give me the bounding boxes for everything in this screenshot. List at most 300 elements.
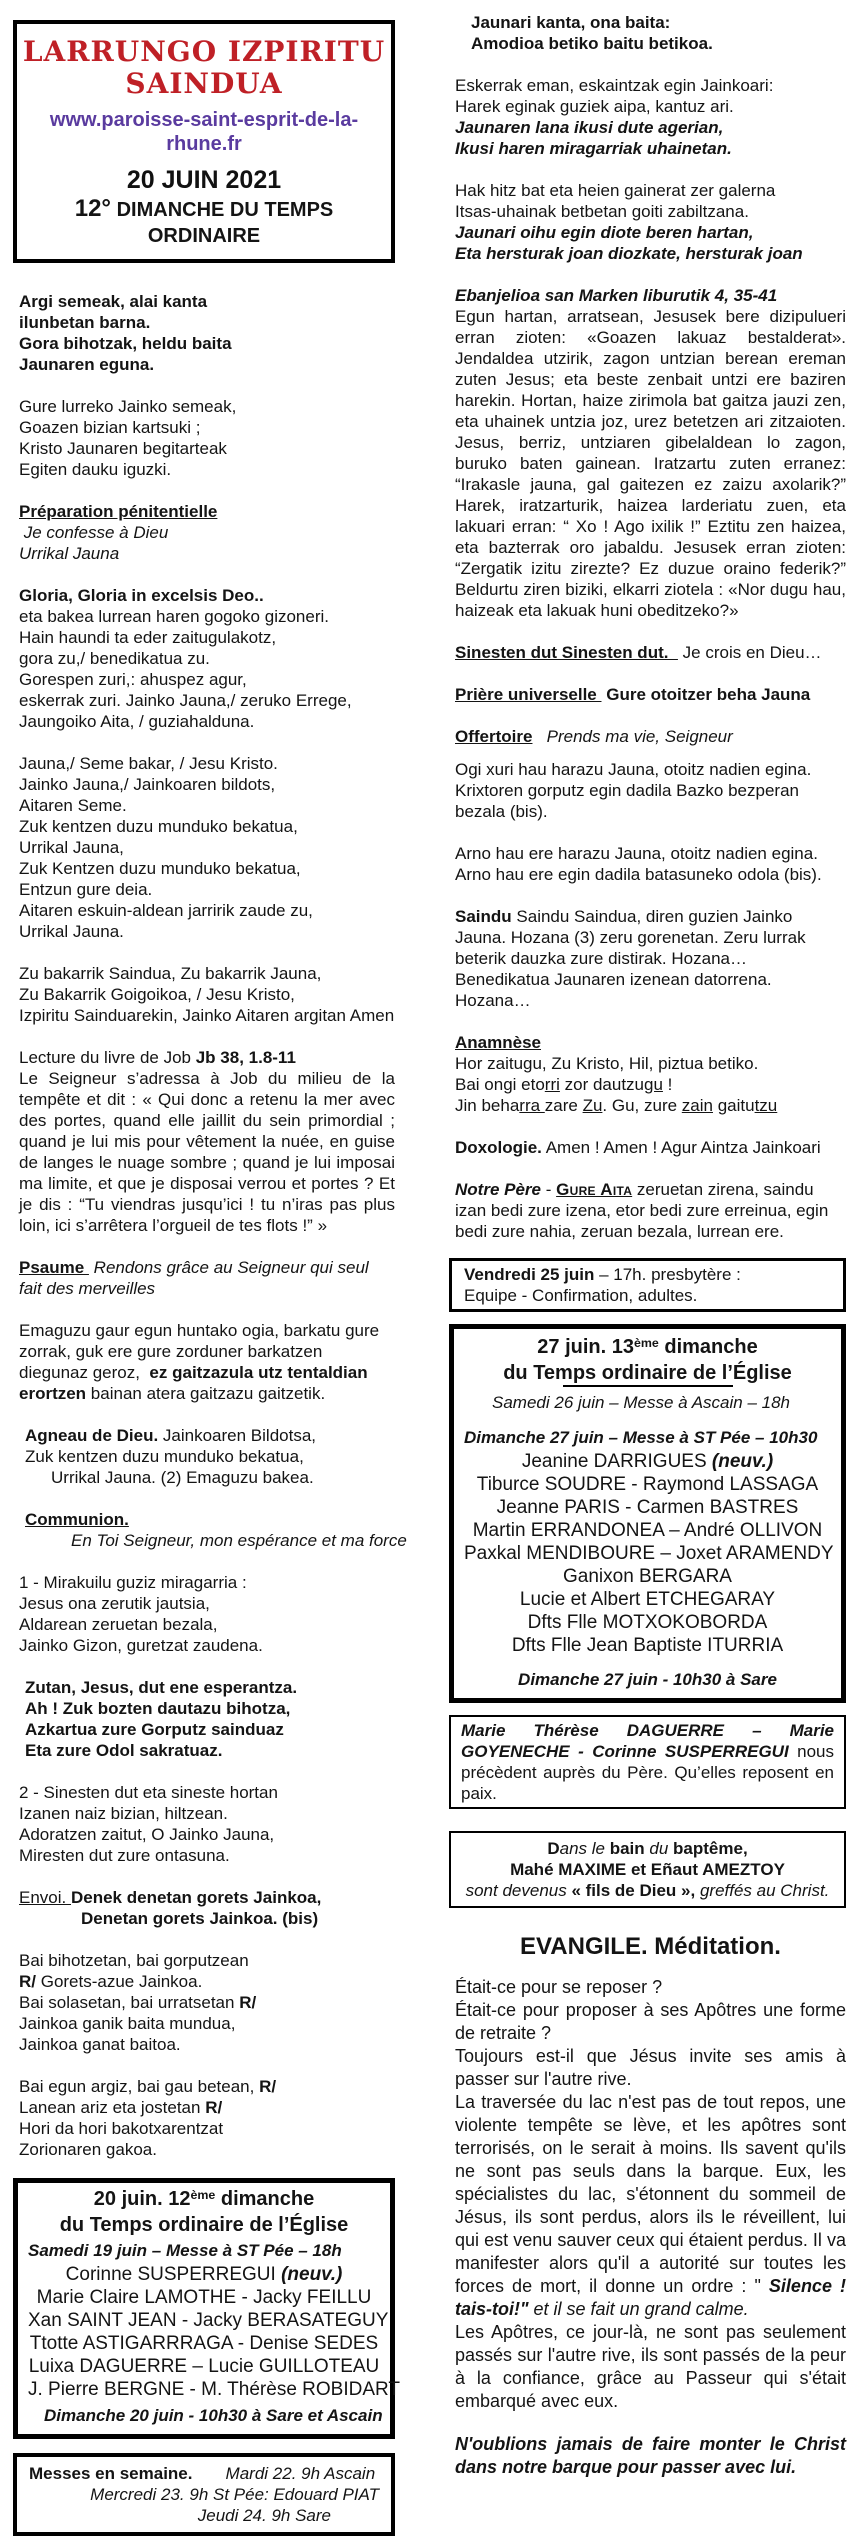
text-line [19,963,395,984]
text-line [19,753,395,774]
text-line [19,1047,395,1068]
text-segment: nous précèdent auprès du Père. Qu’elles reposent en paix. [461,1742,835,1803]
sunday-label: DIMANCHE DU TEMPS ORDINAIRE [111,199,334,247]
text-segment: Egun hartan, arratsean, Jesusek bere dizipulueri erran zioten: «Goazen lakuaz bestalderat». Jendaldea utzirik, zagon untzian berean ereman zuten Jesus; eta beste zenbait untzi ere baziren harekin. Hortan, haize zirimola bat gaitza jauzi zen, eta uhainek untzia joz, urez betetzen ari zitzaioten. Jesus, berriz, untziaren gibelaldean lo zagon, buruko baten gainean. Iratzartu zuten erranez: “Irakasle jauna, gal gaitezen ez zaizu axolarik?” Harek, iratzarturik, haizea larderiatu zuen, eta lakuari erran: “ Xo ! Ago ixilik !” Eztitu zen haizea, eta bazterrak oro jabaldu. Jesusek erran zioten: “Zergatik izitu zirezte? Ez duzue oraino federik?” Beldurtu ziren biziki, elkarri ziotela : «Nor dugu hau, haizeak eta lakuak huni obeditzeko?» [455,307,846,620]
text-line [455,1932,846,1962]
gloria-3 [13,963,395,1026]
text-segment: Bai ongi eto [455,1075,545,1094]
text-line [28,2378,400,2401]
text-segment: eskerrak zuri. Jainko Jauna,/ zeruko Errege, [19,691,352,710]
text-segment: Eta zure Odol sakratuaz. [25,1741,223,1760]
text-line [19,1068,395,1236]
text-line [19,291,395,312]
text-segment: Denetan gorets Jainkoa. (bis) [81,1909,319,1928]
text-line [461,1720,834,1804]
text-segment: zor dautzu [559,1075,645,1094]
text-line [455,2433,846,2479]
text-segment: Kristo Jaunaren begitarteak [19,439,227,458]
text-segment: Jesus ona zerutik jautsia, [19,1594,210,1613]
text-line [19,795,395,816]
text-segment: Urrikal Jauna. (2) Emaguzu bakea. [51,1468,314,1487]
text-segment: 27 juin. 13 [537,1336,634,1358]
text-segment: Jauna,/ Seme bakar, / Jesu Kristo. [19,754,278,773]
text-segment: Martin ERRANDONEA – André OLLIVON [472,1520,823,1541]
text-segment: Zorionaren gakoa. [19,2140,157,2159]
psaume-strophe-1 [449,75,846,159]
text-segment: Prière universelle [455,685,602,704]
text-line [471,33,846,54]
text-segment: ème [633,1335,659,1350]
text-segment: Le Seigneur s’adressa à Job du milieu de la tempête et dit : « Qui donc a retenu la mer avec des portes, quand elle jaillit du sein primordial ; quand je lui mis pour vêtement la nuée, en guise de langes le nuage sombre ; quand je lui imposai ma limite, et que je disposai verrou et portes ? Et je dis : “Tu viendras jusqu’ici ! tu n’iras pas plus loin, ici s’arrêtera l’orgueil de tes flots !” » [19,1069,395,1235]
text-segment: Tiburce SOUDRE - Raymond LASSAGA [476,1474,819,1495]
text-segment: Silence ! tais-toi!" [455,2276,846,2319]
text-line [19,774,395,795]
text-line [455,843,846,864]
meditation-conclusion [449,2433,846,2479]
text-segment: Jainkoa ganat baitoa. [19,2035,181,2054]
text-segment: Gora bihotzak, heldu baita [19,334,232,353]
text-line [19,921,395,942]
text-line [19,2139,395,2160]
text-line [25,1425,395,1446]
text-segment: Dimanche 27 juin - 10h30 à Sare [518,1670,777,1689]
text-line [19,648,395,669]
text-segment [192,2464,225,2483]
text-segment: Agneau de Dieu. [25,1426,159,1445]
bulletin-subtitle [21,196,387,249]
text-line [19,669,395,690]
text-line [459,1880,836,1901]
text-line [459,1859,836,1880]
text-segment: Gloria, Gloria in excelsis Deo.. [19,586,264,605]
text-segment: Hain haundi ta eder zaitugulakotz, [19,628,277,647]
text-segment: Jaunari oihu egin diote beren hartan, [455,223,754,242]
text-segment: J. Pierre BERGNE - M. Thérèse ROBIDART [28,2379,400,2400]
text-segment: 2 - Sinesten dut eta sineste hortan [19,1783,278,1802]
text-segment: Mardi 22. 9h Ascain [225,2464,376,2483]
text-line [455,2321,846,2413]
text-line [455,759,846,780]
meditation-q1 [449,1976,846,1999]
messe-samedi [28,2240,380,2261]
text-line [19,312,395,333]
text-segment: Aitaren eskuin-aldean jarririk zaude zu, [19,901,313,920]
text-segment: Harek eginak guziek aipa, kantuz ari. [455,97,734,116]
text-segment: Zuk kentzen duzu munduko bekatua, [25,1447,304,1466]
text-segment: ème [190,2187,216,2202]
text-line [19,711,395,732]
text-line [19,1005,395,1026]
text-segment: EVANGILE. Méditation. [520,1933,781,1960]
text-line [29,2484,379,2505]
offertoire-couplet-1 [449,759,846,822]
text-line [464,1361,831,1385]
text-segment: Lecture du livre de Job [19,1048,196,1067]
text-line [455,1074,846,1095]
text-line [19,1992,395,2013]
text-line [28,2332,380,2355]
messe-dimanche [28,2405,383,2426]
text-segment: Urrikal Jauna. [19,922,124,941]
text-segment: Sinesten dut Sinesten dut. [455,643,678,662]
text-segment: tzu [754,1096,778,1115]
separateur [563,1385,733,1387]
text-line [455,201,846,222]
text-line [19,879,395,900]
text-segment: bezala (bis). [455,802,548,821]
text-segment: Zuk kentzen duzu munduko bekatua, [19,817,298,836]
text-line [455,306,846,621]
text-line [28,2309,389,2332]
text-segment: Samedi 19 juin – Messe à ST Pée – 18h [28,2241,342,2260]
text-line [19,354,395,375]
text-segment: bainan atera gaitzazu gaitzetik. [86,1384,326,1403]
text-line [455,243,846,264]
pater-basque [13,1320,395,1404]
text-segment: . Gu, zure [602,1096,682,1115]
box-defunts-semaine [449,1715,846,1809]
priere-universelle [449,684,846,705]
text-line [464,1565,831,1588]
text-line [19,1782,395,1803]
text-segment: Emaguzu gaur egun huntako ogia, barkatu gure zorrak, guk ere gure zorduner barkatzen diegunaz geroz, [19,1321,380,1382]
text-line [455,684,846,705]
text-segment: Gorets-azue Jainkoa. [36,1972,203,1991]
text-segment: Était-ce pour proposer à ses Apôtres une forme de retraite ? [455,2000,846,2043]
communion-couplet-2 [13,1782,395,1866]
text-line [19,1257,395,1299]
text-segment: R/ [205,2098,223,2117]
offertoire-couplet-2 [449,843,846,885]
communion-refrain [13,1677,395,1761]
text-segment: Prends ma vie, Seigneur [546,727,733,746]
sanctus [449,906,846,1011]
gloria-2 [13,753,395,942]
text-line [19,1887,395,1908]
text-segment: Corinne SUSPERREGUI [65,2264,282,2285]
text-segment [532,727,546,746]
text-line [464,1473,831,1496]
text-line [28,2240,380,2261]
text-segment: Amodioa betiko baitu betikoa. [471,34,713,53]
text-segment: Azkartua zure Gorputz sainduaz [25,1720,284,1739]
hymne-entree-2 [13,396,395,480]
text-segment: Hori da hori bakotxarentzat [19,2119,224,2138]
text-segment: R/ [259,2077,277,2096]
text-line [19,1845,395,1866]
reunion-equipe [464,1264,831,1306]
hymne-entree [13,291,395,375]
text-segment: - [540,1180,557,1199]
text-line [29,2463,379,2484]
evangile-texte [449,306,846,621]
messes-semaine [29,2463,379,2526]
text-segment: Jaunaren eguna. [19,355,155,374]
text-segment: Jeanine DARRIGUES [521,1451,712,1472]
text-segment: Itsas-uhainak betbetan goiti zabiltzana. [455,202,749,221]
text-line [455,1095,846,1116]
text-line [19,585,395,606]
text-segment: Samedi 26 juin – Messe à Ascain – 18h [492,1393,790,1412]
text-segment: ez gaitzazula utz tentaldian erortzen [19,1363,368,1403]
text-segment: Zuk Kentzen duzu munduko bekatua, [19,859,301,878]
text-line [19,1614,395,1635]
text-segment: Jeanne PARIS - Carmen BASTRES [496,1497,799,1518]
text-segment: Arno hau ere harazu Jauna, otoitz nadien egina. [455,844,818,863]
text-segment: Offertoire [455,727,533,746]
text-line [464,1669,831,1690]
text-line [19,1593,395,1614]
text-line [19,858,395,879]
text-segment: En Toi Seigneur, mon espérance et ma force [71,1531,407,1550]
gloria [13,585,395,732]
text-segment: Argi semeak, alai kanta [19,292,208,311]
text-line [464,1611,831,1634]
text-segment: Adoratzen zaitut, O Jainko Jauna, [19,1825,275,1844]
messe-dimanche [464,1427,831,1448]
text-segment: Communion. [25,1510,129,1529]
bulletin-date: 20 JUIN 2021 [126,166,282,194]
text-segment: du Temps ordinaire de l’Église [503,1362,792,1384]
text-segment: baptême, [668,1839,748,1858]
text-segment: ilunbetan barna. [19,313,151,332]
text-segment: Jainkoaren Bildotsa, [158,1426,317,1445]
text-line [455,1137,846,1158]
text-segment: Mercredi 23. 9h St Pée: Edouard PIAT [90,2485,379,2504]
text-line [19,501,395,522]
offertoire [449,726,846,747]
text-segment: Mahé MAXIME et Eñaut AMEZTOY [510,1860,785,1879]
text-segment: Gorespen zuri,: ahuspez agur, [19,670,247,689]
text-segment: du [649,1839,669,1858]
text-segment: Gure Aita [556,1180,633,1199]
text-line [19,543,395,564]
text-segment: sont devenus [465,1881,572,1900]
text-segment: Izanen naiz bizian, hiltzean. [19,1804,228,1823]
text-segment: Eta hersturak joan diozkate, hersturak joan [455,244,803,263]
text-segment: Jainko Gizon, guretzat zaudena. [19,1636,263,1655]
text-line [455,1976,846,1999]
text-line [464,1588,831,1611]
text-line [19,417,395,438]
envoi-couplet-2 [13,2076,395,2160]
text-segment: Psaume [19,1258,89,1277]
text-line [464,1264,831,1285]
text-line [44,2405,383,2426]
text-segment: Toujours est-il que Jésus invite ses amis à passer sur l'autre rive. [455,2046,846,2089]
text-line [19,2097,395,2118]
psaume-strophe-2 [449,180,846,264]
text-segment: Urrikal Jauna, [19,838,124,857]
text-line [455,180,846,201]
text-line [19,2034,395,2055]
text-segment: eta bakea lurrean haren gogoko gizoneri. [19,607,329,626]
text-segment: Jeudi 24. 9h Sare [197,2506,331,2525]
text-segment: gora zu,/ benedikatua zu. [19,649,210,668]
text-line [25,1698,395,1719]
text-segment: Ogi xuri hau harazu Jauna, otoitz nadien egina. [455,760,812,779]
text-line [19,2076,395,2097]
text-segment: Bai solasetan, bai urratsetan [19,1993,240,2012]
envoi [13,1887,395,1929]
parish-url-link[interactable]: www.paroisse-saint-esprit-de-la-rhune.fr [49,109,359,155]
text-line [19,816,395,837]
text-segment: Je crois en Dieu… [677,643,822,662]
text-segment: Jainkoa ganik baita mundua, [19,2014,236,2033]
text-segment: Marie Thérèse DAGUERRE – Marie GOYENECHE - Corinne SUSPERREGUI [461,1721,834,1761]
text-line [28,2355,380,2378]
text-line [455,864,846,885]
text-segment: Lucie et Albert ETCHEGARAY [519,1589,776,1610]
text-line [464,1519,831,1542]
text-segment: Vendredi 25 juin [464,1265,595,1284]
text-segment: Equipe - Confirmation, adultes. [464,1286,698,1305]
text-line [455,222,846,243]
text-line [19,1635,395,1656]
text-line [19,627,395,648]
text-line [464,1450,831,1473]
text-line [19,438,395,459]
text-segment: gaitu [712,1096,755,1115]
text-segment: Saindu [455,907,512,926]
text-line [455,75,846,96]
header-box [13,20,395,263]
right-column-content [449,12,846,2479]
text-line [492,1392,831,1413]
text-segment: La traversée du lac n'est pas de tout repos, une violente tempête se lève, et les apôtres sont terrorisés, on le serait à moins. Ils savent qu'ils ne sont pas seuls dans la barque. Eux, les spécialistes du lac, s'étonnent du sommeil de Jésus, ils sont perdus, alors ils le réveillent, lui qui est venu sauver ceux qui étaient perdus. Il va manifester alors qu'il a autorité sur toutes les forces de mort, il donne un ordre : " [455,2092,846,2296]
text-line [19,1320,395,1404]
text-segment: Miresten dut zure ontasuna. [19,1846,230,1865]
text-segment: N'oublions jamais de faire monter le Christ dans notre barque pour passer avec lui. [455,2434,846,2477]
text-line [19,522,395,543]
text-segment: Dfts Flle MOTXOKOBORDA [527,1612,768,1633]
text-segment: R/ [239,1993,257,2012]
text-segment: Entzun gure deia. [19,880,153,899]
text-segment: gu [644,1075,663,1094]
text-segment: Ganixon BERGARA [563,1566,732,1587]
text-line [19,1824,395,1845]
text-line [464,1335,831,1361]
text-line [455,285,846,306]
text-segment: zeruetan zirena, saindu izan bedi zure izena, etor bedi zure erreinua, egin bedi zure nahia, zeruan bezala, lurrean ere. [455,1180,829,1241]
text-segment: Jainko Jauna,/ Jainkoaren bildots, [19,775,276,794]
text-line [455,801,846,822]
text-line [455,906,846,1011]
text-segment: Préparation pénitentielle [19,502,218,521]
text-segment: Jb 38, 1.8-11 [195,1048,296,1067]
text-segment: Aldarean zeruetan bezala, [19,1615,218,1634]
text-line [19,2013,395,2034]
text-segment: Jaunari kanta, ona baita: [471,13,671,32]
text-segment: Ebanjelioa san Marken liburutik 4, 35-41 [455,286,778,305]
psaume-refrain [449,12,846,54]
text-segment: dimanche [658,1336,758,1358]
parish-title: LARRUNGO IZPIRITU SAINDUA [22,35,386,100]
psaume [13,1257,395,1299]
text-segment: Amen ! Amen ! Agur Aintza Jainkoari [541,1138,821,1157]
text-line [19,1950,395,1971]
text-line [455,1032,846,1053]
text-line [471,12,846,33]
text-segment: bain [604,1839,650,1858]
text-segment: Bai bihotzetan, bai gorputzean [19,1951,249,1970]
annonce-defunts [461,1720,834,1804]
text-segment: Gure otoitzer beha Jauna [606,685,811,704]
meditation-titre [449,1932,846,1962]
communion [13,1509,407,1551]
text-segment: 1 - Mirakuilu guziz miragarria : [19,1573,247,1592]
text-segment: 20 juin. 12 [93,2188,191,2210]
text-segment: Ikusi haren miragarriak uhainetan. [455,139,732,158]
text-line [28,2213,380,2237]
text-line [464,1427,831,1448]
text-segment: Dimanche 27 juin – Messe à ST Pée – 10h30 [464,1428,818,1447]
text-line [25,1446,395,1467]
text-segment: zare [544,1096,583,1115]
text-line [455,1179,846,1242]
text-segment: Zu bakarrik Saindua, Zu bakarrik Jauna, [19,964,322,983]
text-segment: Urrikal Jauna [19,544,120,563]
text-line [19,396,395,417]
text-segment: R/ [19,1972,36,1991]
text-line [19,606,395,627]
text-segment: Ttotte ASTIGARRRAGA - Denise SEDES [29,2333,379,2354]
text-segment: Je confesse à Dieu [19,523,169,542]
text-segment: Était-ce pour se reposer ? [455,1977,663,1997]
text-segment: dimanche [215,2188,315,2210]
text-line [25,1509,395,1530]
text-segment: Eskerrak eman, eskaintzak egin Jainkoari: [455,76,774,95]
text-segment: Saindu Saindua, diren guzien Jainko Jauna. Hozana (3) zeru gorenetan. Zeru lurrak beterik dauzka zure distirak. Hozana… Benedikatua Jaunaren izenean datorrena. Hozana… [455,907,806,1010]
text-segment: (neuv.) [711,1451,774,1472]
messe-samedi [464,1392,831,1413]
text-segment: Goazen bizian kartsuki ; [19,418,201,437]
text-line [459,1838,836,1859]
text-line [28,2286,380,2309]
text-line [455,138,846,159]
text-segment: Krixtoren gorputz egin dadila Bazko bezperan [455,781,799,800]
text-segment: ans le [559,1839,605,1858]
text-line [455,780,846,801]
text-line [29,2505,379,2526]
doxologie [449,1137,846,1158]
left-column-content [13,291,407,2536]
box-messes-semaine [13,2453,395,2536]
text-segment: rra [519,1096,545,1115]
text-segment: Dfts Flle Jean Baptiste ITURRIA [511,1635,784,1656]
communion-couplet-1 [13,1572,395,1656]
text-segment: Aitaren Seme. [19,796,127,815]
meditation-p1 [449,2091,846,2321]
text-segment: Zu [582,1096,603,1115]
right-column [449,12,846,2479]
box-messes-20-juin [13,2178,400,2439]
text-line [28,2187,380,2213]
text-line [455,642,846,663]
text-line [455,1999,846,2045]
text-segment: Dimanche 20 juin - 10h30 à Sare et Ascain [44,2406,383,2425]
text-line [455,2091,846,2321]
sunday-number: 12° [74,195,112,222]
text-line [19,984,395,1005]
evangile-titre [449,285,846,306]
text-line [464,1634,831,1657]
text-segment: D [547,1839,560,1858]
text-line [19,1971,395,1992]
text-segment: Jaunaren lana ikusi dute agerian, [455,118,724,137]
anamnese [449,1032,846,1116]
text-segment: ! [662,1075,673,1094]
